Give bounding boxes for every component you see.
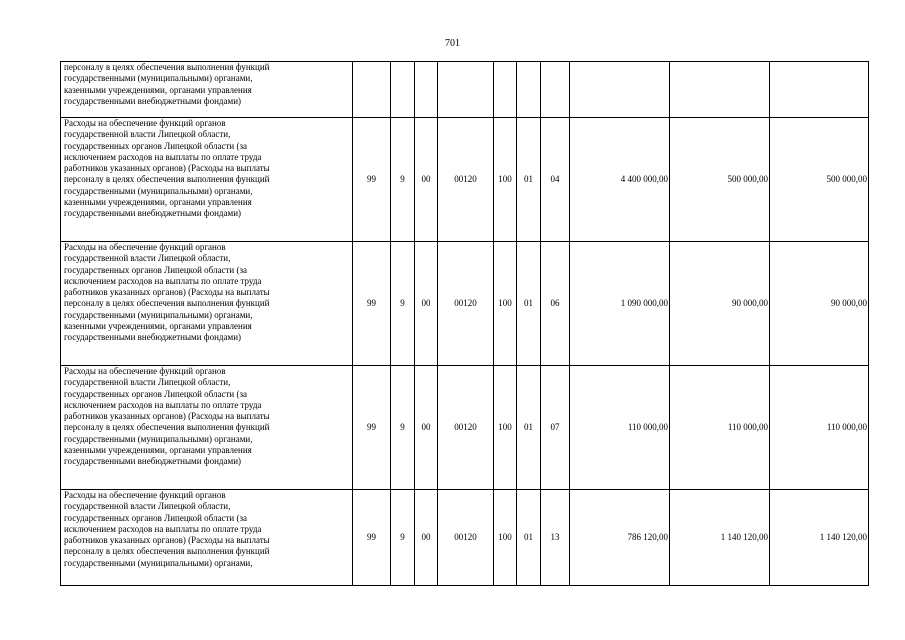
code-cell: 9 [391,242,415,366]
table-row [61,242,869,366]
code-cell: 06 [541,242,570,366]
code-cell: 00120 [438,242,494,366]
table-row [61,118,869,242]
code-cell: 00 [415,118,438,242]
row-description: Расходы на обеспечение функций органов государственной власти Липецкой области, государственных органов Липецкой области (за исключением расходов на выплаты по оплате труда работников указанных органов) (Расходы на выплаты персоналу в целях обеспечения выполнения функций государственными (муниципальными) органами, казенными учреждениями, органами управления государственными внебюджетными фондами) [61,366,353,490]
amount-cell [770,62,869,118]
amount-cell: 90 000,00 [770,242,869,366]
code-cell: 99 [353,366,391,490]
amount-cell: 1 140 120,00 [670,490,770,586]
code-cell: 100 [494,242,517,366]
table-row [61,62,869,118]
amount-cell [570,62,670,118]
code-cell: 99 [353,242,391,366]
code-cell: 00120 [438,366,494,490]
row-description: Расходы на обеспечение функций органов государственной власти Липецкой области, государственных органов Липецкой области (за исключением расходов на выплаты по оплате труда работников указанных органов) (Расходы на выплаты персоналу в целях обеспечения выполнения функций государственными (муниципальными) органами, казенными учреждениями, органами управления государственными внебюджетными фондами) [61,242,353,366]
code-cell: 9 [391,366,415,490]
amount-cell: 4 400 000,00 [570,118,670,242]
code-cell: 07 [541,366,570,490]
amount-cell: 500 000,00 [770,118,869,242]
code-cell [517,62,541,118]
amount-cell: 110 000,00 [670,366,770,490]
code-cell [438,62,494,118]
amount-cell [670,62,770,118]
code-cell [415,62,438,118]
code-cell: 04 [541,118,570,242]
amount-cell: 786 120,00 [570,490,670,586]
code-cell: 13 [541,490,570,586]
code-cell: 01 [517,490,541,586]
code-cell: 99 [353,118,391,242]
amount-cell: 500 000,00 [670,118,770,242]
amount-cell: 1 090 000,00 [570,242,670,366]
amount-cell: 110 000,00 [570,366,670,490]
row-description: Расходы на обеспечение функций органов государственной власти Липецкой области, государственных органов Липецкой области (за исключением расходов на выплаты по оплате труда работников указанных органов) (Расходы на выплаты персоналу в целях обеспечения выполнения функций государственными (муниципальными) органами, казенными учреждениями, органами управления государственными внебюджетными фондами) [61,118,353,242]
code-cell: 00120 [438,490,494,586]
amount-cell: 1 140 120,00 [770,490,869,586]
code-cell [494,62,517,118]
amount-cell: 90 000,00 [670,242,770,366]
code-cell: 9 [391,490,415,586]
code-cell: 100 [494,118,517,242]
table-row [61,490,869,586]
code-cell [541,62,570,118]
code-cell: 99 [353,490,391,586]
row-description: Расходы на обеспечение функций органов государственной власти Липецкой области, государственных органов Липецкой области (за исключением расходов на выплаты по оплате труда работников указанных органов) (Расходы на выплаты персоналу в целях обеспечения выполнения функций государственными (муниципальными) органами, [61,490,353,586]
code-cell: 9 [391,118,415,242]
code-cell: 100 [494,490,517,586]
code-cell: 00 [415,366,438,490]
code-cell: 100 [494,366,517,490]
table-row [61,366,869,490]
code-cell: 00 [415,242,438,366]
code-cell: 00120 [438,118,494,242]
code-cell: 00 [415,490,438,586]
amount-cell: 110 000,00 [770,366,869,490]
page-number: 701 [445,38,460,49]
row-description: персоналу в целях обеспечения выполнения функций государственными (муниципальными) органами, казенными учреждениями, органами управления государственными внебюджетными фондами) [61,62,353,118]
budget-table [60,61,869,586]
code-cell: 01 [517,242,541,366]
code-cell: 01 [517,366,541,490]
code-cell: 01 [517,118,541,242]
code-cell [353,62,391,118]
code-cell [391,62,415,118]
